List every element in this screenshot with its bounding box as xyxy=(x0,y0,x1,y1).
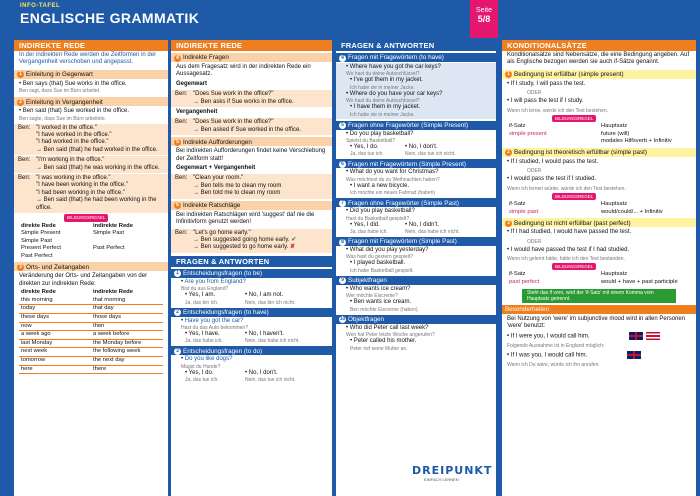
question-de: Wer möchte Eiscreme? xyxy=(346,293,398,300)
question: Do you like dogs? xyxy=(184,356,233,363)
question: Have you got the car? xyxy=(184,317,244,324)
section-title: Bedingung ist theoretisch erfüllbar (simple past) xyxy=(514,149,648,157)
label: Vergangenheit xyxy=(176,109,218,116)
bildungsregel-badge: BILDUNGSREGEL xyxy=(552,115,596,122)
section-header xyxy=(336,159,496,168)
question-de: Wo hast du deine Autoschlüssel? xyxy=(346,71,420,78)
label: Gegenwart + Vergangenheit xyxy=(176,165,256,172)
answer-de: Ich habe sie in meiner Jacke. xyxy=(350,111,415,118)
question: What did you play yesterday? xyxy=(349,247,429,254)
section-title: Entscheidungsfragen (to do) xyxy=(183,347,263,355)
answer-de: Ja, das tue ich. xyxy=(185,377,219,384)
column-heading: FRAGEN & ANTWORTEN xyxy=(336,40,496,51)
rule-cell: would/could/... + Infinitiv xyxy=(601,208,663,215)
example-block: Ben: "Does Sue work in the office?" → Ben asks if Sue works in the office. xyxy=(171,90,332,107)
answer: Yes, I did. xyxy=(353,221,380,228)
example-en: If I were you, I would call him. xyxy=(510,334,590,341)
question-de: Was möchtest du zu Weihnachten haben? xyxy=(346,176,440,183)
bildungsregel-badge: BILDUNGSREGEL xyxy=(64,214,108,221)
section-header xyxy=(336,276,496,285)
answer: Peter called his mother. xyxy=(353,338,417,345)
quote: "I had been working in the office." xyxy=(36,189,125,196)
page-label: Seite xyxy=(476,7,492,14)
section-header xyxy=(171,201,332,210)
rule-table xyxy=(14,223,168,261)
section-title: Objektfragen xyxy=(348,315,385,323)
section-title: Subjektfragen xyxy=(348,277,387,285)
number-icon: 3 xyxy=(174,348,181,355)
question-de: Spielst du Basketball? xyxy=(346,138,396,145)
reported: Ben suggested going home early. xyxy=(200,236,290,243)
quote: "I have been working in the office." xyxy=(36,182,128,189)
intro-text: In der indirekten Rede werden die Zeitformen in der Vergangenheit verschoben und angepasst. xyxy=(19,52,157,66)
answer: No, I didn't. xyxy=(408,221,439,228)
section-header xyxy=(14,262,168,271)
section-header xyxy=(502,70,696,79)
table-cell: this morning xyxy=(19,297,91,306)
note-box: Steht das if vorn, wird der 'if-Satz' mit einem Komma vom Hauptsatz getrennt. xyxy=(522,289,676,303)
time-place-table xyxy=(14,289,168,374)
rule-header: Hauptsatz xyxy=(601,201,628,208)
answer: Yes, I have. xyxy=(188,330,220,337)
example-de: Ben sagte, dass Sue im Büro arbeitete. xyxy=(19,115,106,122)
table-cell: here xyxy=(19,366,91,375)
number-icon: 10 xyxy=(339,316,346,323)
table-cell: a week before xyxy=(91,331,163,340)
bildungsregel-badge: BILDUNGSREGEL xyxy=(552,193,596,200)
example: • Ben says (that) Sue works in the office. Ben sagt, dass Sue im Büro arbeitet. xyxy=(14,80,168,95)
speaker: Ben: xyxy=(175,91,188,98)
number-icon: 7 xyxy=(339,200,346,207)
section-header: Besonderheiten xyxy=(502,305,696,314)
dreipunkt-logo: DREIPUNKT xyxy=(412,464,493,477)
section-title: Bedingung ist erfüllbar (simple present) xyxy=(514,71,624,79)
number-icon: 4 xyxy=(339,55,346,62)
qa-block: • Have you got the car? Hast du das Auto bekommen? • Yes, I have. • No, I haven't. Ja, das habe ich. Nein, das habe ich nicht. xyxy=(171,318,332,345)
section-text: Aus dem Fragesatz wird in der indirekten Rede ein Aussagesatz. xyxy=(176,64,311,78)
rule-header: Hauptsatz xyxy=(601,123,628,130)
rule-table xyxy=(502,271,696,286)
section-title: Indirekte Ratschläge xyxy=(183,201,241,209)
top-bar xyxy=(0,0,700,38)
page-number: 5/8 xyxy=(477,14,491,24)
section-header xyxy=(502,148,696,157)
rule-header: Hauptsatz xyxy=(601,271,628,278)
answer: I want a new bicycle. xyxy=(353,182,410,189)
section-title: Indirekte Aufforderungen xyxy=(183,138,252,146)
question-de: Wen hat Peter letzte Woche angerufen? xyxy=(346,332,435,339)
speaker: Ben: xyxy=(175,175,188,182)
number-icon: 1 xyxy=(505,71,512,78)
example-en: If I was you, I would call him. xyxy=(510,353,588,359)
number-icon: 8 xyxy=(339,239,346,246)
speaker: Ben: xyxy=(175,229,188,236)
reported: Ben asked if Sue worked in the office. xyxy=(200,126,301,133)
example-en: I would pass the test if I studied. xyxy=(510,176,597,183)
quote: "Does Sue work in the office?" xyxy=(193,119,274,126)
example-en: I will pass the test if I study. xyxy=(510,98,584,105)
question: Do you play basketball? xyxy=(349,130,414,137)
cross-icon: ✘ xyxy=(289,244,295,251)
answer-de: Ich möchte ein neues Fahrrad (haben) xyxy=(350,190,436,197)
answer: I've got them in my jacket. xyxy=(353,77,423,84)
answer-de: Ben möchte Eiscreme (haben). xyxy=(350,306,419,313)
rule-cell: future (will) xyxy=(601,130,630,137)
number-icon: 2 xyxy=(505,149,512,156)
number-icon: 9 xyxy=(339,277,346,284)
answer: Yes, I am. xyxy=(188,292,216,299)
bildungsregel-badge: BILDUNGSREGEL xyxy=(552,263,596,270)
number-icon: 1 xyxy=(17,71,24,78)
rule-header: direkte Rede xyxy=(21,222,56,229)
answer: Yes, I do. xyxy=(188,369,214,376)
rule-header: if-Satz xyxy=(509,271,526,278)
column-heading: FRAGEN & ANTWORTEN xyxy=(171,256,332,267)
section-text: Folgende Ausnahme ist in England möglich: xyxy=(507,343,605,350)
example-block: Ben: "I was working in the office." "I have been working in the office." "I had been working in the office." → Ben said (that) he had been working in the office. xyxy=(14,174,168,213)
table-cell: now xyxy=(19,323,91,332)
rule-cell: Past Perfect xyxy=(21,252,53,259)
table-cell: these days xyxy=(19,314,91,323)
number-icon: 2 xyxy=(17,99,24,106)
answer-de: Nein, das tue ich nicht. xyxy=(405,151,456,158)
reported: Ben said (that) he had been working in the office. xyxy=(36,197,157,211)
section-header xyxy=(171,346,332,355)
oder-label: ODER xyxy=(527,238,542,245)
answer: No, I don't. xyxy=(248,369,278,376)
rule-cell: simple present xyxy=(509,130,547,137)
section-header xyxy=(171,137,332,146)
us-flag-icon xyxy=(646,332,660,340)
uk-flag-icon xyxy=(627,351,641,359)
section-title: Bedingung ist nicht erfüllbar (past perfect) xyxy=(514,219,631,227)
table-cell: those days xyxy=(91,314,163,323)
table-cell: last Monday xyxy=(19,340,91,349)
question-de: Was hast du gestern gespielt? xyxy=(346,254,414,261)
reported: Ben said (that) he had worked in the office. xyxy=(43,146,158,153)
question: Where have you got the car keys? xyxy=(349,64,441,70)
rule-cell: would + have + past participle xyxy=(601,279,678,286)
example-en: If I had studied, I would have passed the test. xyxy=(510,229,632,236)
speaker: Ben: xyxy=(175,119,188,126)
section-title: Fragen mit Fragewörtern (Simple Present) xyxy=(348,160,466,168)
rule-cell: modales Hilfsverb + Infinitiv xyxy=(601,138,672,145)
intro-text: Konditionalsätze sind Nebensätze, die eine Bedingung angeben. Auf als Englische bezogen werden sie auch if-Sätze genannt. xyxy=(507,52,690,66)
section-header xyxy=(171,269,332,278)
example-block: Ben: "I worked in the office." "I have worked in the office." "I had worked in the office." → Ben said (that) he had worked in the office. xyxy=(14,124,168,156)
label: Gegenwart xyxy=(176,80,208,87)
section-header xyxy=(336,237,496,246)
qa-block: • Do you like dogs? Magst du Hunde? • Yes, I do. • No, I don't. Ja, das tue ich. Nein, das tue ich nicht. xyxy=(171,356,332,383)
qa-block: • Who did Peter call last week? Wen hat Peter letzte Woche angerufen? • Peter called his mother. Peter rief seine Mutter an. xyxy=(336,325,496,352)
question: Did you play basketball? xyxy=(349,208,415,215)
example: • Ben said (that) Sue worked in the office. Ben sagte, dass Sue im Büro arbeitete. xyxy=(14,107,168,122)
section-header xyxy=(171,53,332,62)
number-icon: 1 xyxy=(174,270,181,277)
section-text: Bei indirekten Aufforderungen findet keine Verschiebung der Zeitform statt! xyxy=(176,148,326,162)
question: Where do you have your car keys? xyxy=(349,90,443,97)
example-block: Ben: "Clean your room." → Ben tells me to clean my room → Ben told me to clean my room xyxy=(171,174,332,198)
example-en: If I studied, I would pass the test. xyxy=(510,158,599,165)
oder-label: ODER xyxy=(527,168,542,175)
speaker: Ben: xyxy=(18,157,31,164)
table-cell: today xyxy=(19,305,91,314)
question-de: Wo hast du deine Autoschlüssel? xyxy=(346,98,420,105)
rule-cell: Simple Present xyxy=(21,230,61,237)
rule-header: if-Satz xyxy=(509,123,526,130)
table-cell: the following week xyxy=(91,348,163,357)
rule-cell: past perfect xyxy=(509,279,540,286)
question: What do you want for Christmas? xyxy=(349,169,439,176)
page-number-badge xyxy=(470,0,498,38)
speaker: Ben: xyxy=(18,124,31,131)
quote: "I have worked in the office." xyxy=(36,132,112,139)
rule-header: indirekte Rede xyxy=(93,222,133,229)
rule-header: if-Satz xyxy=(509,201,526,208)
number-icon: 4 xyxy=(174,55,181,62)
question: Who wants ice cream? xyxy=(349,285,411,292)
column-heading: KONDITIONALSÄTZE xyxy=(502,40,696,51)
question-de: Hast du das Auto bekommen? xyxy=(181,324,248,331)
page-title: ENGLISCHE GRAMMATIK xyxy=(20,10,200,26)
table-header: direkte Rede xyxy=(21,289,56,296)
qa-block: • Do you play basketball? Spielst du Basketball? • Yes, I do. • No, I don't. Ja, das tue ich. Nein, das tue ich nicht. xyxy=(336,131,496,158)
number-icon: 3 xyxy=(17,264,24,271)
answer-de: Nein, das habe ich nicht. xyxy=(405,229,460,236)
section-header xyxy=(336,315,496,324)
example-block: Ben: "I'm working in the office." → Ben said (that) he was working in the office. xyxy=(14,156,168,173)
section-header xyxy=(336,121,496,130)
table-header: indirekte Rede xyxy=(93,289,133,296)
number-icon: 6 xyxy=(174,202,181,209)
number-icon: 5 xyxy=(339,122,346,129)
question-de: Bist du aus England? xyxy=(181,286,229,293)
reported: Ben suggested to go home early. xyxy=(200,244,289,251)
question-de: Magst du Hunde? xyxy=(181,363,221,370)
question: Who did Peter call last week? xyxy=(349,324,429,331)
table-cell: there xyxy=(91,366,163,375)
column-konditionalsaetze: KONDITIONALSÄTZE Konditionalsätze sind Nebensätze, die eine Bedingung angeben. Auf als Englische bezogen werden sie auch if-Sätze genannt. 1 Bedingung ist erfüllbar (simple present) • If I study, I will pass the test. ODER • I will pass the test if I study. Wenn ich lerne, werde ich den Test bestehen. BILDUNGSREGEL if-Satz Hauptsatz simple present future (will) modales Hilfsverb + Infinitiv 2 Bedingung ist theoretisch erfüllbar (simple past) • If I studied, I would pass the test. ODER • I would pass the test if I studied. Wenn ich lernen würde, würde ich den Test bestehen. BILDUNGSREGEL if-Satz Hauptsatz simple past would/could/... + Infinitiv 3 Bedingung ist nicht erfüllbar (past perfect) • If I had studied, I would have passed the test. ODER • I would have passed the test if I had studied. Wenn ich gelernt hätte, hätte ich den Test bestanden. BILDUNGSREGEL if-Satz Hauptsatz past perfect would + have + past participle Steht das if vorn, wird der 'if-Satz' mit einem Komma vom Hauptsatz getrennt. Besonderheiten Bei Nutzung von 'were' im subjunctive mood wird in allen Personen 'were' benutzt: • If I were you, I would call him. Folgende Ausnahme ist in England möglich: • If I was you, I would call him. Wenn ich Du wäre, würde ich ihn anrufen. xyxy=(502,40,696,496)
section-title: Fragen ohne Fragewörter (Simple Present) xyxy=(348,121,469,129)
quote: "I was working in the office." xyxy=(36,175,111,182)
answer-de: Nein, das tue ich nicht. xyxy=(245,377,296,384)
section-title: Entscheidungsfragen (to have) xyxy=(183,308,269,316)
section-title: Einleitung in Gegenwart xyxy=(26,71,93,79)
column-fragen-antworten xyxy=(336,40,496,496)
section-header xyxy=(14,70,168,79)
number-icon: 3 xyxy=(505,220,512,227)
rule-table xyxy=(502,201,696,216)
qa-block: • What did you play yesterday? Was hast du gestern gespielt? • I played basketball. Ich habe Basketball gespielt. xyxy=(336,247,496,274)
section-text: Veränderung der Orts- und Zeitangaben von der direkten zur indirekten Rede: xyxy=(19,273,148,287)
section-title: Indirekte Fragen xyxy=(183,54,229,62)
answer-de: Ja, das habe ich. xyxy=(350,229,388,236)
example-de: Wenn ich Du wäre, würde ich ihn anrufen. xyxy=(507,362,600,369)
qa-block: • Are you from England? Bist du aus England? • Yes, I am. • No, I am not. Ja, das bin ich. Nein, das bin ich nicht. xyxy=(171,279,332,306)
answer-de: Nein, das bin ich nicht. xyxy=(245,299,296,306)
answer: Ben wants ice cream. xyxy=(353,299,412,306)
answer-de: Ich habe Basketball gespielt. xyxy=(350,267,414,274)
quote: "Let's go home early." xyxy=(193,229,251,236)
section-header xyxy=(336,198,496,207)
answer: I played basketball. xyxy=(353,260,406,267)
oder-label: ODER xyxy=(527,90,542,97)
rule-table xyxy=(502,123,696,146)
reported: Ben said (that) he was working in the office. xyxy=(43,164,160,171)
example-de: Wenn ich lernen würde, würde ich den Test bestehen. xyxy=(507,185,626,192)
quote: "Clean your room." xyxy=(193,175,244,182)
number-icon: 6 xyxy=(339,161,346,168)
answer: No, I haven't. xyxy=(248,330,284,337)
answer: Yes, I do. xyxy=(353,144,379,151)
answer-de: Ja, das habe ich. xyxy=(185,338,223,345)
table-cell: the next day xyxy=(91,357,163,366)
table-cell: that morning xyxy=(91,297,163,306)
reported: Ben tells me to clean my room xyxy=(200,182,282,189)
qa-block: • Who wants ice cream? Wer möchte Eiscreme? • Ben wants ice cream. Ben möchte Eiscreme (haben). xyxy=(336,286,496,313)
section-title: Entscheidungsfragen (to be) xyxy=(183,270,263,278)
quote: "Does Sue work in the office?" xyxy=(193,91,274,98)
uk-flag-icon xyxy=(629,332,643,340)
answer-de: Ja, das bin ich. xyxy=(185,299,219,306)
column-indirekte-rede-2 xyxy=(171,40,332,496)
reported: Ben told me to clean my room xyxy=(200,190,281,197)
example-en: Ben says (that) Sue works in the office. xyxy=(22,80,127,87)
qa-block: • Did you play basketball? Hast du Basketball gespielt? • Yes, I did. • No, I didn't. Ja, das habe ich. Nein, das habe ich nicht. xyxy=(336,208,496,235)
rule-cell: Simple Past xyxy=(21,237,52,244)
section-header xyxy=(502,218,696,227)
section-text: Bei Nutzung von 'were' im subjunctive mood wird in allen Personen 'were' benutzt: xyxy=(507,315,686,330)
question: Are you from England? xyxy=(184,278,246,285)
rule-cell: Present Perfect xyxy=(21,245,61,252)
answer-de: Peter rief seine Mutter an. xyxy=(350,345,408,352)
rule-cell: Simple Past xyxy=(93,230,124,237)
speaker: Ben: xyxy=(18,175,31,182)
section-header xyxy=(14,97,168,106)
check-icon: ✔ xyxy=(291,236,297,243)
section-title: Fragen mit Fragewörtern (Simple Past) xyxy=(348,238,457,246)
reported: Ben asks if Sue works in the office. xyxy=(200,98,294,105)
qa-block: • Where have you got the car keys? Wo hast du deine Autoschlüssel? • I've got them in my jacket. Ich habe sie in meiner Jacke. • Where do you have your car keys? Wo hast du deine Autoschlüssel? • I have them in my jacket. Ich habe sie in meiner Jacke. xyxy=(336,63,496,119)
example-block: Ben: "Does Sue work in the office?" → Ben asked if Sue worked in the office. xyxy=(171,118,332,135)
question-de: Hast du Basketball gespielt? xyxy=(346,215,410,222)
example-en: If I study, I will pass the test. xyxy=(510,80,586,87)
quote: "I had worked in the office." xyxy=(36,139,109,146)
quote: "I'm working in the office." xyxy=(36,157,105,164)
table-cell: tomorrow xyxy=(19,357,91,366)
answer: No, I don't. xyxy=(408,144,438,151)
example-de: Wenn ich lerne, werde ich den Test bestehen. xyxy=(507,107,608,114)
answer-de: Ich habe sie in meiner Jacke. xyxy=(350,84,415,91)
example-en: Ben said (that) Sue worked in the office. xyxy=(22,108,130,115)
section-header xyxy=(336,53,496,62)
rule-cell: simple past xyxy=(509,208,539,215)
section-text: Bei indirekten Ratschlägen wird 'suggest' daf nie die Infinitivform genutzt werden! xyxy=(176,211,315,226)
column-heading: INDIREKTE REDE xyxy=(171,40,332,51)
answer-de: Nein, das habe ich nicht. xyxy=(245,338,300,345)
example-de: Wenn ich gelernt hätte, hätte ich den Test bestanden. xyxy=(507,256,625,263)
logo-subtitle: EINFACH LERNEN xyxy=(424,477,459,482)
table-cell: then xyxy=(91,323,163,332)
column-indirekte-rede-1 xyxy=(14,40,168,496)
answer-de: Ja, das tue ich. xyxy=(350,151,384,158)
table-cell: that day xyxy=(91,305,163,314)
table-cell: next week xyxy=(19,348,91,357)
number-icon: 5 xyxy=(174,139,181,146)
answer: No, I am not. xyxy=(248,292,284,299)
column-heading: INDIREKTE REDE xyxy=(14,40,168,51)
example-block: Ben: "Let's go home early." → Ben suggested going home early. ✔ → Ben suggested to go home early. ✘ xyxy=(171,229,332,253)
table-cell: a week ago xyxy=(19,331,91,340)
answer: I have them in my jacket. xyxy=(353,104,421,111)
example-en: I would have passed the test if I had studied. xyxy=(510,246,630,253)
section-title: Fragen ohne Fragewörter (Simple Past) xyxy=(348,199,459,207)
section-header xyxy=(171,308,332,317)
section-title: Fragen mit Fragewörtern (to have) xyxy=(348,54,444,62)
example-de: Ben sagt, dass Sue im Büro arbeitet. xyxy=(19,88,101,95)
section-title: Einleitung in Vergangenheit xyxy=(26,98,103,106)
info-tag: INFO-TAFEL xyxy=(20,3,61,9)
number-icon: 2 xyxy=(174,309,181,316)
quote: "I worked in the office." xyxy=(36,124,97,131)
table-cell: the Monday before xyxy=(91,340,163,349)
rule-cell: Past Perfect xyxy=(93,245,125,252)
section-title: Orts- und Zeitangaben xyxy=(26,263,90,271)
qa-block: • What do you want for Christmas? Was möchtest du zu Weihnachten haben? • I want a new bicycle. Ich möchte ein neues Fahrrad (haben) xyxy=(336,169,496,196)
